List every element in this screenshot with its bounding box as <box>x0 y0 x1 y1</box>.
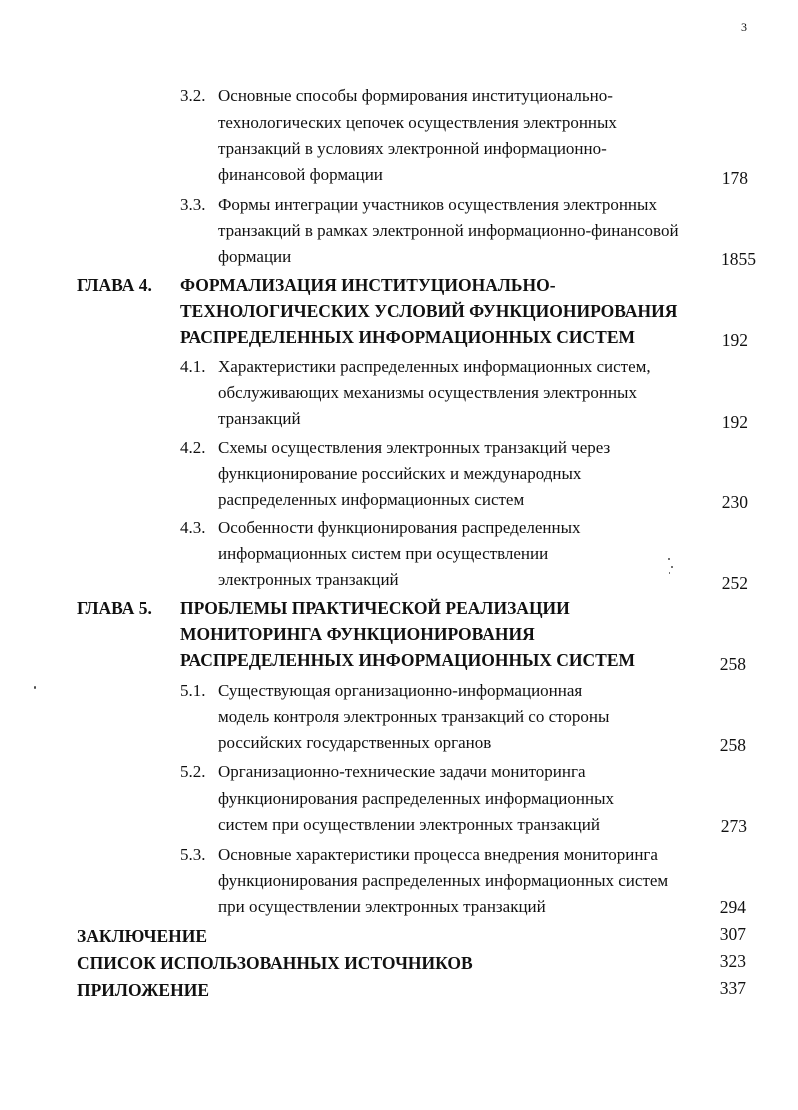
scan-speck <box>668 558 670 560</box>
chapter-title-line: МОНИТОРИНГА ФУНКЦИОНИРОВАНИЯ <box>180 624 535 644</box>
page-ref: 273 <box>720 816 747 836</box>
page-number: 3 <box>741 20 747 34</box>
section-number: 3.2. <box>180 86 206 105</box>
section-title-line: функционирования распределенных информационных <box>218 789 615 808</box>
chapter-title-line: РАСПРЕДЕЛЕННЫХ ИНФОРМАЦИОННЫХ СИСТЕМ <box>180 650 636 670</box>
scan-speck <box>34 686 36 689</box>
page-ref: 1855 <box>721 249 756 269</box>
section-title-line: модель контроля электронных транзакций со стороны <box>218 707 610 726</box>
chapter-title-line: РАСПРЕДЕЛЕННЫХ ИНФОРМАЦИОННЫХ СИСТЕМ <box>180 327 636 347</box>
chapter-label: ГЛАВА 4. <box>77 275 152 295</box>
section-title-line: Основные способы формирования институционально- <box>218 86 613 105</box>
page-ref: 192 <box>721 330 748 350</box>
section-number: 4.2. <box>180 438 206 457</box>
chapter-title-line: ПРОБЛЕМЫ ПРАКТИЧЕСКОЙ РЕАЛИЗАЦИИ <box>180 598 570 618</box>
section-title-line: распределенных информационных систем <box>218 490 525 509</box>
section-number: 3.3. <box>180 195 206 214</box>
chapter-title-line: ТЕХНОЛОГИЧЕСКИХ УСЛОВИЙ ФУНКЦИОНИРОВАНИЯ <box>180 301 678 321</box>
scan-speck <box>671 566 673 568</box>
section-title-line: Основные характеристики процесса внедрения мониторинга <box>218 845 658 864</box>
section-title-line: Существующая организационно-информационная <box>218 681 583 700</box>
section-number: 5.1. <box>180 681 206 700</box>
scan-speck <box>669 572 670 574</box>
section-title-line: информационных систем при осуществлении <box>218 544 549 563</box>
section-title-line: российских государственных органов <box>218 733 492 752</box>
page-ref: 252 <box>721 573 748 593</box>
section-title-line: Характеристики распределенных информационных систем, <box>218 357 651 376</box>
page-ref: 294 <box>719 897 746 917</box>
section-title-line: электронных транзакций <box>218 570 399 589</box>
page-ref: 258 <box>719 654 746 674</box>
chapter-label: ГЛАВА 5. <box>77 598 152 618</box>
page-ref: 258 <box>719 735 746 755</box>
page-ref: 178 <box>721 168 748 188</box>
section-title-line: систем при осуществлении электронных транзакций <box>218 815 600 834</box>
appendix-label: ПРИЛОЖЕНИЕ <box>77 980 210 1000</box>
page-ref: 307 <box>719 924 746 944</box>
section-title-line: финансовой формации <box>218 165 383 184</box>
section-title-line: формации <box>218 247 292 266</box>
section-title-line: функционирования распределенных информационных систем <box>218 871 669 890</box>
section-number: 4.1. <box>180 357 206 376</box>
page-ref: 230 <box>721 492 748 512</box>
section-title-line: Схемы осуществления электронных транзакций через <box>218 438 611 457</box>
section-title-line: функционирование российских и международных <box>218 464 582 483</box>
section-title-line: транзакций <box>218 409 301 428</box>
section-number: 4.3. <box>180 518 206 537</box>
section-title-line: транзакций в условиях электронной информационно- <box>218 139 607 158</box>
page-ref: 192 <box>721 412 748 432</box>
section-title-line: при осуществлении электронных транзакций <box>218 897 546 916</box>
conclusion-label: ЗАКЛЮЧЕНИЕ <box>77 926 208 946</box>
page-ref: 323 <box>719 951 746 971</box>
chapter-title-line: ФОРМАЛИЗАЦИЯ ИНСТИТУЦИОНАЛЬНО- <box>180 275 556 295</box>
section-title-line: Формы интеграции участников осуществления электронных <box>218 195 657 214</box>
section-number: 5.2. <box>180 762 206 781</box>
sources-label: СПИСОК ИСПОЛЬЗОВАННЫХ ИСТОЧНИКОВ <box>77 953 473 973</box>
section-title-line: технологических цепочек осуществления электронных <box>218 113 617 132</box>
page-ref: 337 <box>719 978 746 998</box>
section-title-line: транзакций в рамках электронной информационно-финансовой <box>218 221 679 240</box>
section-title-line: Организационно-технические задачи мониторинга <box>218 762 586 781</box>
section-title-line: обслуживающих механизмы осуществления электронных <box>218 383 637 402</box>
section-title-line: Особенности функционирования распределенных <box>218 518 581 537</box>
section-number: 5.3. <box>180 845 206 864</box>
